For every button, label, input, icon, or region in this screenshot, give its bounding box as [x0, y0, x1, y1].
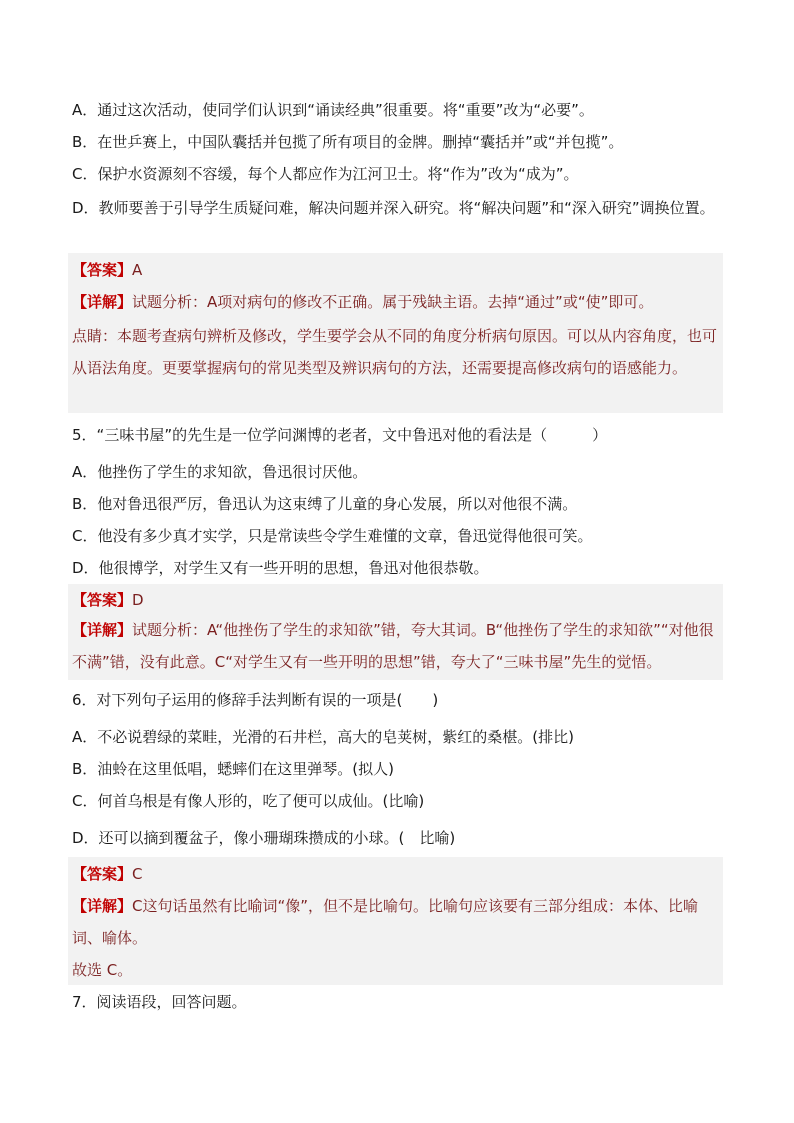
q5-option-a: A．他挫伤了学生的求知欲，鲁迅很讨厌他。 [72, 463, 368, 481]
answer-tag: 【答案】 [72, 865, 133, 883]
detail-tag: 【详解】 [72, 897, 133, 915]
detail-tag: 【详解】 [72, 621, 133, 639]
answer-tag: 【答案】 [72, 591, 133, 609]
q6-detail [72, 890, 723, 954]
q4-note: 点睛：本题考查病句辨析及修改，学生要学会从不同的角度分析病句原因。可以从内容角度，也可从语法角度。更要掌握病句的常见类型及辨识病句的方法，还需要提高修改病句的语感能力。 [72, 327, 718, 377]
q4-option-c: C．保护水资源刻不容缓，每个人都应作为江河卫士。将“作为”改为“成为”。 [72, 165, 579, 183]
q6-answer [72, 864, 143, 884]
q6-stem: 6．对下列句子运用的修辞手法判断有误的一项是( ) [72, 691, 439, 709]
q4-answer [72, 260, 142, 280]
q6-conclusion: 故选 C。 [72, 961, 133, 979]
q6-option-c: C．何首乌根是有像人形的，吃了便可以成仙。(比喻) [72, 792, 425, 810]
q6-option-b: B．油蛉在这里低唱，蟋蟀们在这里弹琴。(拟人) [72, 760, 394, 778]
answer-value: C [132, 865, 143, 883]
q6-option-a: A．不必说碧绿的菜畦，光滑的石井栏，高大的皂荚树，紫红的桑椹。(排比) [72, 728, 574, 746]
q4-option-d: D．教师要善于引导学生质疑问难，解决问题并深入研究。将“解决问题”和“深入研究”调换位置。 [72, 199, 715, 217]
q5-option-c: C．他没有多少真才实学，只是常读些令学生难懂的文章，鲁迅觉得他很可笑。 [72, 527, 593, 545]
q5-option-b: B．他对鲁迅很严厉，鲁迅认为这束缚了儿童的身心发展，所以对他很不满。 [72, 495, 578, 513]
answer-value: D [132, 591, 144, 609]
q5-stem: 5．“三味书屋”的先生是一位学问渊博的老者，文中鲁迅对他的看法是（ ） [72, 426, 608, 444]
answer-tag: 【答案】 [72, 261, 133, 279]
q7-stem: 7．阅读语段，回答问题。 [72, 993, 247, 1011]
detail-text: 试题分析：A项对病句的修改不正确。属于残缺主语。去掉“通过”或“使”即可。 [132, 293, 654, 311]
detail-text: C这句话虽然有比喻词“像”，但不是比喻句。比喻句应该要有三部分组成：本体、比喻词、喻体。 [72, 897, 699, 947]
q5-answer [72, 590, 144, 610]
q4-option-a: A．通过这次活动，使同学们认识到“诵读经典”很重要。将“重要”改为“必要”。 [72, 101, 594, 119]
q4-detail [72, 292, 653, 312]
q6-option-d: D．还可以摘到覆盆子，像小珊瑚珠攒成的小球。( 比喻) [72, 829, 456, 847]
q4-option-b: B．在世乒赛上，中国队囊括并包揽了所有项目的金牌。删掉“囊括并”或“并包揽”。 [72, 133, 624, 151]
q5-option-d: D．他很博学，对学生又有一些开明的思想，鲁迅对他很恭敬。 [72, 559, 489, 577]
detail-tag: 【详解】 [72, 293, 133, 311]
answer-value: A [132, 261, 143, 279]
q5-detail [72, 614, 723, 678]
detail-text: 试题分析：A“他挫伤了学生的求知欲”错，夸大其词。B“他挫伤了学生的求知欲”“对他很不满”错，没有此意。C“对学生又有一些开明的思想”错，夸大了“三味书屋”先生的觉悟。 [72, 621, 714, 671]
